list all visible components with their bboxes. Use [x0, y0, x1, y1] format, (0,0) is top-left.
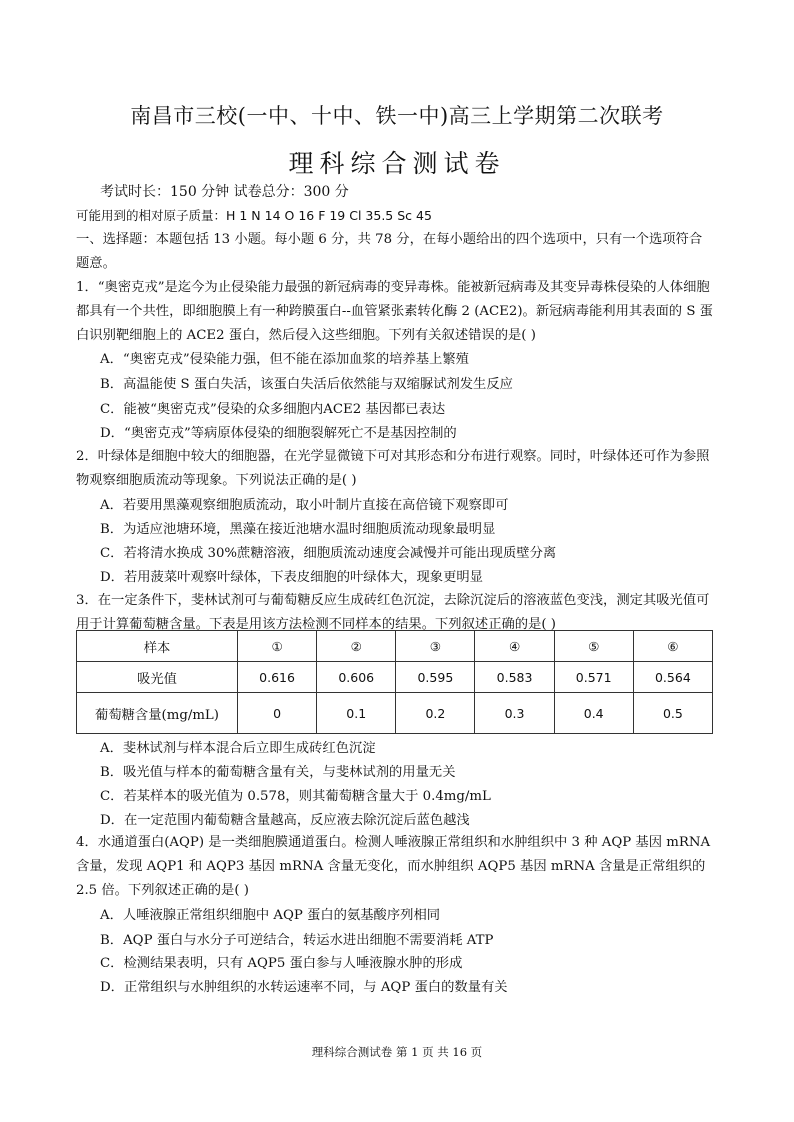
question-1-option-d: D．“奥密克戎”等病原体侵染的细胞裂解死亡不是基因控制的 [100, 426, 457, 441]
table-cell-glucose: 0.4 [554, 693, 633, 734]
question-2-option-d: D．若用菠菜叶观察叶绿体，下表皮细胞的叶绿体大，现象更明显 [100, 570, 483, 585]
table-cell-absorbance: 0.571 [554, 662, 633, 693]
question-2-option-a: A．若要用黑藻观察细胞质流动，取小叶制片直接在高倍镜下观察即可 [100, 498, 509, 513]
question-2-stem: 2．叶绿体是细胞中较大的细胞器，在光学显微镜下可对其形态和分布进行观察。同时，叶绿体还可作为参照物观察细胞质流动等现象。下列说法正确的是( ) [76, 449, 710, 488]
section-instructions: 一、选择题：本题包括 13 小题。每小题 6 分，共 78 分，在每小题给出的四个选项中，只有一个选项符合 题意。 [76, 232, 703, 271]
table-row [77, 631, 713, 662]
question-1-option-a: A．“奥密克戎”侵染能力强，但不能在添加血浆的培养基上繁殖 [100, 352, 469, 367]
page-footer: 理科综合测试卷 第 1 页 共 16 页 [311, 1045, 483, 1059]
question-2-option-c: C．若将清水换成 30%蔗糖溶液，细胞质流动速度会减慢并可能出现质壁分离 [100, 546, 557, 561]
table-cell-absorbance: 0.564 [633, 662, 712, 693]
question-1-option-b: B．高温能使 S 蛋白失活，该蛋白失活后依然能与双缩脲试剂发生反应 [100, 377, 513, 392]
table-cell-glucose: 0 [238, 693, 317, 734]
table-cell-glucose: 0.1 [317, 693, 396, 734]
exam-info: 考试时长：150 分钟 试卷总分：300 分 [100, 184, 349, 200]
question-3-option-c: C．若某样本的吸光值为 0.578，则其葡萄糖含量大于 0.4mg/mL [100, 789, 491, 804]
table-cell-absorbance: 0.606 [317, 662, 396, 693]
question-4-option-b: B．AQP 蛋白与水分子可逆结合，转运水进出细胞不需要消耗 ATP [100, 933, 494, 948]
table-cell-absorbance: 0.595 [396, 662, 475, 693]
question-4-option-a: A．人唾液腺正常组织细胞中 AQP 蛋白的氨基酸序列相同 [100, 908, 441, 923]
table-cell-sample: ① [238, 631, 317, 662]
table-cell-sample: ④ [475, 631, 554, 662]
exam-title: 南昌市三校(一中、十中、铁一中)高三上学期第二次联考 [130, 104, 664, 128]
question-2-option-b: B．为适应池塘环境，黑藻在接近池塘水温时细胞质流动现象最明显 [100, 522, 496, 537]
table-cell-sample: ⑤ [554, 631, 633, 662]
table-row-header-absorbance: 吸光值 [77, 662, 238, 693]
table-cell-absorbance: 0.583 [475, 662, 554, 693]
table-cell-sample: ⑥ [633, 631, 712, 662]
absorbance-table [76, 630, 713, 734]
question-4-option-d: D．正常组织与水肿组织的水转运速率不同，与 AQP 蛋白的数量有关 [100, 980, 508, 995]
question-1-option-c: C．能被“奥密克戎”侵染的众多细胞内ACE2 基因都已表达 [100, 402, 446, 417]
table-cell-glucose: 0.3 [475, 693, 554, 734]
exam-subtitle: 理科综合测试卷 [288, 149, 506, 178]
table-cell-absorbance: 0.616 [238, 662, 317, 693]
table-row-header-sample: 样本 [77, 631, 238, 662]
table-cell-sample: ③ [396, 631, 475, 662]
table-cell-sample: ② [317, 631, 396, 662]
table-row [77, 693, 713, 734]
atomic-masses: 可能用到的相对原子质量：H 1 N 14 O 16 F 19 Cl 35.5 Sc 45 [76, 208, 432, 223]
question-3-stem: 3．在一定条件下，斐林试剂可与葡萄糖反应生成砖红色沉淀，去除沉淀后的溶液蓝色变浅，测定其吸光值可用于计算葡萄糖含量。下表是用该方法检测不同样本的结果。下列叙述正确的是( ) [76, 593, 710, 632]
table-row [77, 662, 713, 693]
question-4-stem: 4．水通道蛋白(AQP) 是一类细胞膜通道蛋白。检测人唾液腺正常组织和水肿组织中 3 种 AQP 基因 mRNA 含量，发现 AQP1 和 AQP3 基因 mRNA 含量无变化，而水肿组织 AQP5 基因 mRNA 含量是正常组织的 2.5 倍。下列叙述正确的是( ) [76, 835, 711, 898]
table-cell-glucose: 0.2 [396, 693, 475, 734]
question-3-option-a: A．斐林试剂与样本混合后立即生成砖红色沉淀 [100, 741, 376, 756]
question-3-option-b: B．吸光值与样本的葡萄糖含量有关，与斐林试剂的用量无关 [100, 765, 456, 780]
question-4-option-c: C．检测结果表明，只有 AQP5 蛋白参与人唾液腺水肿的形成 [100, 956, 463, 971]
table-cell-glucose: 0.5 [633, 693, 712, 734]
question-3-option-d: D．在一定范围内葡萄糖含量越高，反应液去除沉淀后蓝色越浅 [100, 813, 470, 828]
question-1-stem: 1．“奥密克戎”是迄今为止侵染能力最强的新冠病毒的变异毒株。能被新冠病毒及其变异毒株侵染的人体细胞都具有一个共性，即细胞膜上有一种跨膜蛋白--血管紧张素转化酶 2 (ACE2)。新冠病毒能利用其表面的 S 蛋白识别靶细胞上的 ACE2 蛋白，然后侵入这些细胞。下列有关叙述错误的是( ) [76, 280, 713, 343]
table-row-header-glucose: 葡萄糖含量(mg/mL) [77, 693, 238, 734]
